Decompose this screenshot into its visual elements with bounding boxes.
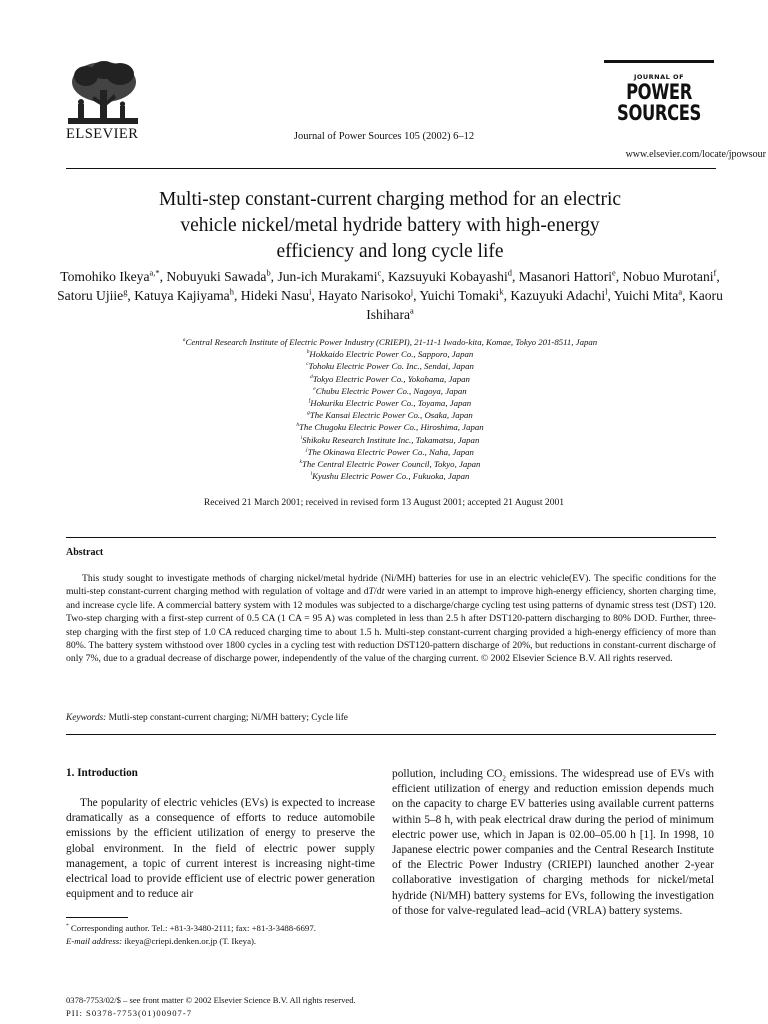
journal-citation: Journal of Power Sources 105 (2002) 6–12	[293, 131, 475, 142]
author-affiliation-marker: b	[266, 267, 271, 278]
affiliation-text: The Kansai Electric Power Co., Osaka, Japan	[309, 410, 473, 421]
journal-logo-line2: SOURCES	[617, 101, 701, 125]
affiliation-marker: l	[310, 471, 313, 478]
subscript: 2	[502, 774, 506, 783]
keywords-text: Mutli-step constant-current charging; Ni/MH battery; Cycle life	[108, 713, 348, 723]
page-footer	[66, 994, 356, 1021]
affiliation-marker: e	[313, 385, 316, 392]
author-affiliation-marker: e	[612, 267, 616, 278]
author-name: Hayato Narisoko	[318, 288, 411, 303]
affiliation-marker: h	[296, 422, 300, 429]
keywords-label: Keywords:	[66, 713, 107, 723]
author-name: Yuichi Tomaki	[419, 288, 500, 303]
header-rule	[66, 168, 716, 169]
author	[510, 288, 607, 303]
affiliation-marker: d	[310, 373, 313, 380]
affiliation-text: Tokyo Electric Power Co., Yokohama, Japan	[312, 373, 470, 384]
affiliation	[60, 434, 720, 446]
paragraph-text: emissions. The widespread use of EVs with efficient utilization of energy and reduction emission depends much on the capacity to charge EV batteries using available current patterns within 5–8 h, with peak electrical draw during the period of minimum electric power use, which in Japan is 02.00–05.00 h [1]. In 1998, 10 Japanese electric power companies and the Central Research Institute of the Electric Power Industry (CRIEPI) launched another 2-year collaborative investigation of charging methods for nickel/metal hydride (Ni/MH) battery systems for EVs, following the investigation of those for valve-regulated lead–acid (VRLA) battery systems.	[392, 768, 714, 917]
author-affiliation-marker: g	[123, 286, 128, 297]
abstract-text: This study sought to investigate methods of charging nickel/metal hydride (Ni/MH) batteries for use in an electric vehicle(EV). The specific conditions for the multi-step constant-current charging method with regulation of voltage and d	[66, 573, 716, 598]
affiliation	[60, 336, 720, 348]
abstract-var-T: T	[368, 586, 375, 598]
affiliation-text: The Okinawa Electric Power Co., Naha, Japan	[307, 446, 474, 457]
author	[388, 269, 512, 284]
affiliation-text: Shikoku Research Institute Inc., Takamatsu, Japan	[302, 434, 480, 445]
elsevier-tree-logo	[64, 60, 142, 126]
journal-logo	[604, 60, 714, 143]
affiliation-text: Central Research Institute of Electric Power Industry (CRIEPI), 21-11-1 Iwado-kita, Komae, Tokyo 201-8511, Japan	[185, 337, 598, 347]
affiliation-marker: f	[308, 398, 311, 405]
affiliation-list	[60, 336, 720, 482]
affiliation-marker: a	[182, 337, 186, 344]
author	[318, 288, 413, 303]
author-name: Nobuo Murotani	[622, 269, 714, 284]
article-title	[60, 187, 720, 265]
section-heading: 1. Introduction	[66, 767, 138, 779]
affiliation-text: Hokkaido Electric Power Co., Sapporo, Japan	[309, 349, 474, 360]
abstract-text: were varied in an attempt to improve high-energy efficiency, shorten charging time, and increase cycle life. A commercial battery system with 12 modules was subjected to a discharge/charge cycling test using patterns of dynamic stress test (DST) 120. Two-step charging with a first-step current of 0.5 CA (1 CA = 95 A) was completed in less than 2.5 h after DST120-pattern discharging to 80% DOD. Further, three-step charging with the first step of 1.0 CA reduced charging time to about 1.5 h. Multi-step constant-current charging provided a high-energy efficiency of more than 80%. The battery system withstood over 1800 cycles in a cycling test with reduction DST120-pattern discharge of 20%, but reductions in constant-current discharge of only 7%, due to a gradual decrease of discharge power, independently of the value of the charging current. © 2002 Elsevier Science B.V. All rights reserved.	[66, 586, 716, 665]
keywords	[66, 713, 348, 723]
affiliation	[60, 421, 720, 433]
author-affiliation-marker: a	[678, 286, 683, 297]
author-affiliation-marker: j	[410, 286, 414, 297]
email-note	[66, 935, 386, 948]
author	[60, 269, 159, 284]
affiliation	[60, 446, 720, 458]
paragraph-text: pollution, including CO	[392, 768, 503, 780]
author-name: Hideki Nasu	[240, 288, 310, 303]
affiliation-marker: b	[306, 349, 310, 356]
title-line: efficiency and long cycle life	[276, 241, 504, 262]
author-affiliation-marker: k	[499, 286, 504, 297]
author-affiliation-marker: f	[713, 267, 717, 278]
received-dates: Received 21 March 2001; received in revised form 13 August 2001; accepted 21 August 2001	[203, 497, 565, 508]
copyright-line: 0378-7753/02/$ – see front matter © 2002 Elsevier Science B.V. All rights reserved.	[66, 995, 356, 1005]
author-name: Yuichi Mita	[613, 288, 679, 303]
journal-logo-small: JOURNAL OF	[633, 73, 685, 81]
author	[134, 288, 234, 303]
affiliation-text: The Chugoku Electric Power Co., Hiroshima, Japan	[299, 422, 484, 433]
author-affiliation-marker: a	[410, 305, 414, 316]
affiliation-marker: i	[300, 434, 303, 441]
author-name: Satoru Ujiie	[57, 288, 124, 303]
author	[519, 269, 616, 284]
author-name: Kazsuyuki Kobayashi	[388, 269, 508, 284]
author-name: Nobuyuki Sawada	[166, 269, 267, 284]
author-name: Masanori Hattori	[518, 269, 612, 284]
right-column-paragraph	[392, 767, 714, 919]
affiliation-text: Tohoku Electric Power Co. Inc., Sendai, Japan	[308, 361, 474, 372]
author-name: Katuya Kajiyama	[134, 288, 230, 303]
author-affiliation-marker: i	[309, 286, 312, 297]
affiliation	[60, 470, 720, 482]
author-name: Tomohiko Ikeya	[60, 269, 150, 284]
corresponding-author-note	[66, 922, 386, 935]
author-name: Kaoru Ishihara	[366, 288, 723, 322]
footnote-rule	[66, 917, 128, 918]
affiliation-marker: c	[306, 361, 309, 368]
abstract-rule-bottom	[66, 734, 716, 735]
author-name: Kazuyuki Adachi	[510, 288, 606, 303]
left-column-paragraph: The popularity of electric vehicles (EVs) is expected to increase dramatically as a consequence of efforts to reduce automobile emissions by the efficient utilization of energy to preserve the global environment. In the field of electric power supply management, a topic of current interest is increasing night-time electrical load to provide efficient use of electric power generation equipment and to reduce air	[66, 797, 375, 901]
journal-logo-line1: POWER	[626, 80, 692, 104]
affiliation	[60, 385, 720, 397]
author-affiliation-marker: d	[507, 267, 512, 278]
affiliation	[60, 397, 720, 409]
email-label: E-mail address:	[66, 936, 123, 947]
journal-url[interactable]: www.elsevier.com/locate/jpowsour	[625, 149, 766, 160]
abstract-rule-top	[66, 537, 716, 538]
affiliation-marker: k	[299, 459, 302, 466]
abstract-text: /d	[374, 586, 382, 598]
journal-logo-title	[616, 82, 702, 124]
affiliation-text: Kyushu Electric Power Co., Fukuoka, Japan	[312, 471, 470, 482]
affiliation-marker: g	[307, 410, 310, 417]
author-affiliation-marker: h	[229, 286, 234, 297]
author	[614, 288, 682, 303]
affiliation-text: The Central Electric Power Council, Tokyo, Japan	[301, 459, 481, 470]
footnotes	[66, 922, 386, 948]
publisher-name: ELSEVIER	[66, 126, 139, 142]
affiliation-text: Chubu Electric Power Co., Nagoya, Japan	[315, 385, 467, 396]
author	[277, 269, 381, 284]
author	[166, 269, 270, 284]
author	[57, 288, 127, 303]
author	[419, 288, 503, 303]
author-affiliation-marker: l	[605, 286, 608, 297]
affiliation-marker: j	[306, 446, 308, 453]
abstract-var-t: t	[381, 586, 385, 598]
corresponding-author-text: Corresponding author. Tel.: +81-3-3480-2111; fax: +81-3-3488-6697.	[70, 923, 316, 933]
affiliation	[60, 458, 720, 470]
author-affiliation-marker: a,*	[149, 267, 160, 278]
pii-line: PII: S0378-7753(01)00907-7	[66, 1008, 193, 1019]
affiliation-text: Hokuriku Electric Power Co., Toyama, Japan	[310, 398, 472, 409]
footnote-marker: *	[66, 923, 69, 930]
affiliation	[60, 348, 720, 360]
affiliation	[60, 360, 720, 372]
title-line: Multi-step constant-current charging method for an electric	[158, 189, 622, 210]
email-address[interactable]: ikeya@criepi.denken.or.jp (T. Ikeya).	[124, 936, 257, 947]
title-line: vehicle nickel/metal hydride battery with high-energy	[180, 215, 600, 236]
author-name: Jun-ich Murakami	[277, 269, 378, 284]
author	[241, 288, 312, 303]
abstract-body	[66, 572, 716, 666]
author	[623, 269, 717, 284]
author-affiliation-marker: c	[377, 267, 382, 278]
abstract-heading: Abstract	[66, 547, 104, 558]
affiliation	[60, 373, 720, 385]
affiliation	[60, 409, 720, 421]
author-list: Tomohiko Ikeya$^{a,*}$, Nobuyuki Sawada$^b$, Jun-ich Murakami$^c$, Kazsuyuki Kobayashi$^d$, Masanori Hattori$^e$, Nobuo Murotani$^f$, Satoru Ujiie$^g$, Katuya Kajiyama$^h$, Hideki Nasu$^i$, Hayato Narisoko$^j$, Yuichi Tomaki$^k$, Kazuyuki Adachi$^l$, Yuichi Mita$^a$, Kaoru Ishihara$^a$	[57, 267, 723, 322]
